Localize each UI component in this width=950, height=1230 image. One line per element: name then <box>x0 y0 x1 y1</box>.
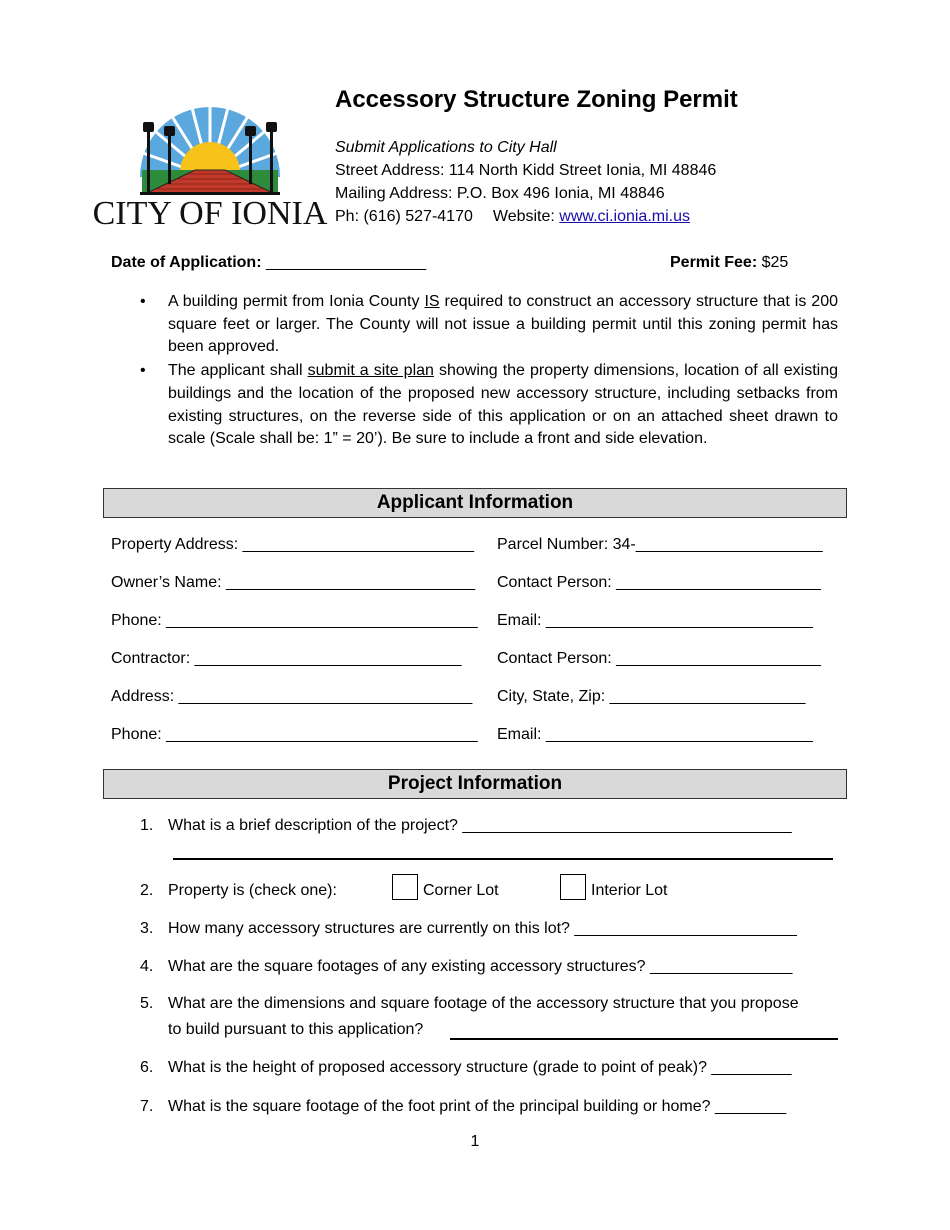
corner-lot-checkbox[interactable] <box>392 874 418 900</box>
contractor-field[interactable]: Contractor: ______________________________ <box>111 650 462 667</box>
applicant-info-heading: Applicant Information <box>103 488 847 518</box>
date-label: Date of Application: <box>111 254 262 271</box>
bullet-icon: • <box>140 362 146 380</box>
principal-footprint-field[interactable]: What is the square footage of the foot print of the principal building or home? ________ <box>168 1098 787 1115</box>
question-number: 2. <box>140 882 154 899</box>
owner-email-field[interactable]: Email: ______________________________ <box>497 612 813 629</box>
logo-city-name: CITY OF IONIA <box>92 195 328 232</box>
contact-line <box>335 208 690 226</box>
submit-instruction: Submit Applications to City Hall <box>335 139 557 156</box>
question-number: 3. <box>140 920 154 937</box>
proposed-dimensions-question-cont: to build pursuant to this application? <box>168 1021 424 1038</box>
interior-lot-checkbox[interactable] <box>560 874 586 900</box>
page-title: Accessory Structure Zoning Permit <box>335 86 738 113</box>
fee-value: $25 <box>761 254 789 271</box>
property-address-field[interactable]: Property Address: __________________________ <box>111 536 474 553</box>
question-number: 4. <box>140 958 154 975</box>
bullet-2-text-b: showing the property dimensions, location of all existing buildings and the location of the proposed new accessory structure, including setbacks from existing structures, on the reverse side of this application or on an attached sheet drawn to scale (Scale shall be: 1” = 20’). Be sure to include a front and side elevation. <box>168 362 839 448</box>
contractor-address-field[interactable]: Address: _________________________________ <box>111 688 473 705</box>
description-answer-line[interactable] <box>173 858 833 860</box>
phone-number: Ph: (616) 527-4170 <box>335 208 473 225</box>
instructions-list <box>140 291 838 452</box>
bullet-1-text-b: required to construct an accessory structure that is 200 square feet or larger. The County will not issue a building permit until this zoning permit has been approved. <box>168 293 838 356</box>
contractor-contact-person-field[interactable]: Contact Person: _______________________ <box>497 650 821 667</box>
question-number: 6. <box>140 1059 154 1076</box>
question-number: 1. <box>140 817 154 834</box>
question-number: 7. <box>140 1098 154 1115</box>
proposed-dimensions-question: What are the dimensions and square footage of the accessory structure that you propose <box>168 995 799 1012</box>
question-number: 5. <box>140 995 154 1012</box>
contractor-email-field[interactable]: Email: ______________________________ <box>497 726 813 743</box>
permit-fee <box>670 254 788 272</box>
corner-lot-label: Corner Lot <box>423 882 499 899</box>
structure-count-field[interactable]: How many accessory structures are currently on this lot? _________________________ <box>168 920 797 937</box>
owner-phone-field[interactable]: Phone: ___________________________________ <box>111 612 478 629</box>
list-item <box>140 291 838 359</box>
mailing-address: Mailing Address: P.O. Box 496 Ionia, MI 48846 <box>335 185 665 202</box>
bullet-2-emphasis: submit a site plan <box>307 362 434 380</box>
list-item <box>140 360 838 451</box>
city-state-zip-field[interactable]: City, State, Zip: ______________________ <box>497 688 806 705</box>
fee-label: Permit Fee: <box>670 254 758 271</box>
city-logo-graphic <box>92 82 328 232</box>
parcel-number-field[interactable]: Parcel Number: 34-_____________________ <box>497 536 823 553</box>
owner-contact-person-field[interactable]: Contact Person: _______________________ <box>497 574 821 591</box>
proposed-dimensions-answer-line[interactable] <box>450 1038 838 1040</box>
interior-lot-label: Interior Lot <box>591 882 668 899</box>
bullet-1-emphasis: IS <box>424 293 440 310</box>
contractor-phone-field[interactable]: Phone: ___________________________________ <box>111 726 478 743</box>
existing-footage-field[interactable]: What are the square footages of any existing accessory structures? ________________ <box>168 958 793 975</box>
date-of-application[interactable] <box>111 254 426 272</box>
property-type-question: Property is (check one): <box>168 882 337 899</box>
owner-name-field[interactable]: Owner’s Name: ____________________________ <box>111 574 476 591</box>
date-blank[interactable]: __________________ <box>265 254 427 271</box>
structure-height-field[interactable]: What is the height of proposed accessory structure (grade to point of peak)? _________ <box>168 1059 792 1076</box>
bullet-1-text-a: A building permit from Ionia County <box>168 293 425 310</box>
street-address: Street Address: 114 North Kidd Street Ionia, MI 48846 <box>335 162 717 179</box>
bullet-2-text-a: The applicant shall <box>168 362 308 380</box>
city-logo <box>92 82 328 232</box>
website-link[interactable]: www.ci.ionia.mi.us <box>559 208 690 225</box>
website-label: Website: <box>492 208 555 225</box>
project-info-heading: Project Information <box>103 769 847 799</box>
bullet-icon: • <box>140 293 146 310</box>
page-number: 1 <box>470 1133 480 1150</box>
project-description-field[interactable]: What is a brief description of the project? _____________________________________ <box>168 817 792 834</box>
